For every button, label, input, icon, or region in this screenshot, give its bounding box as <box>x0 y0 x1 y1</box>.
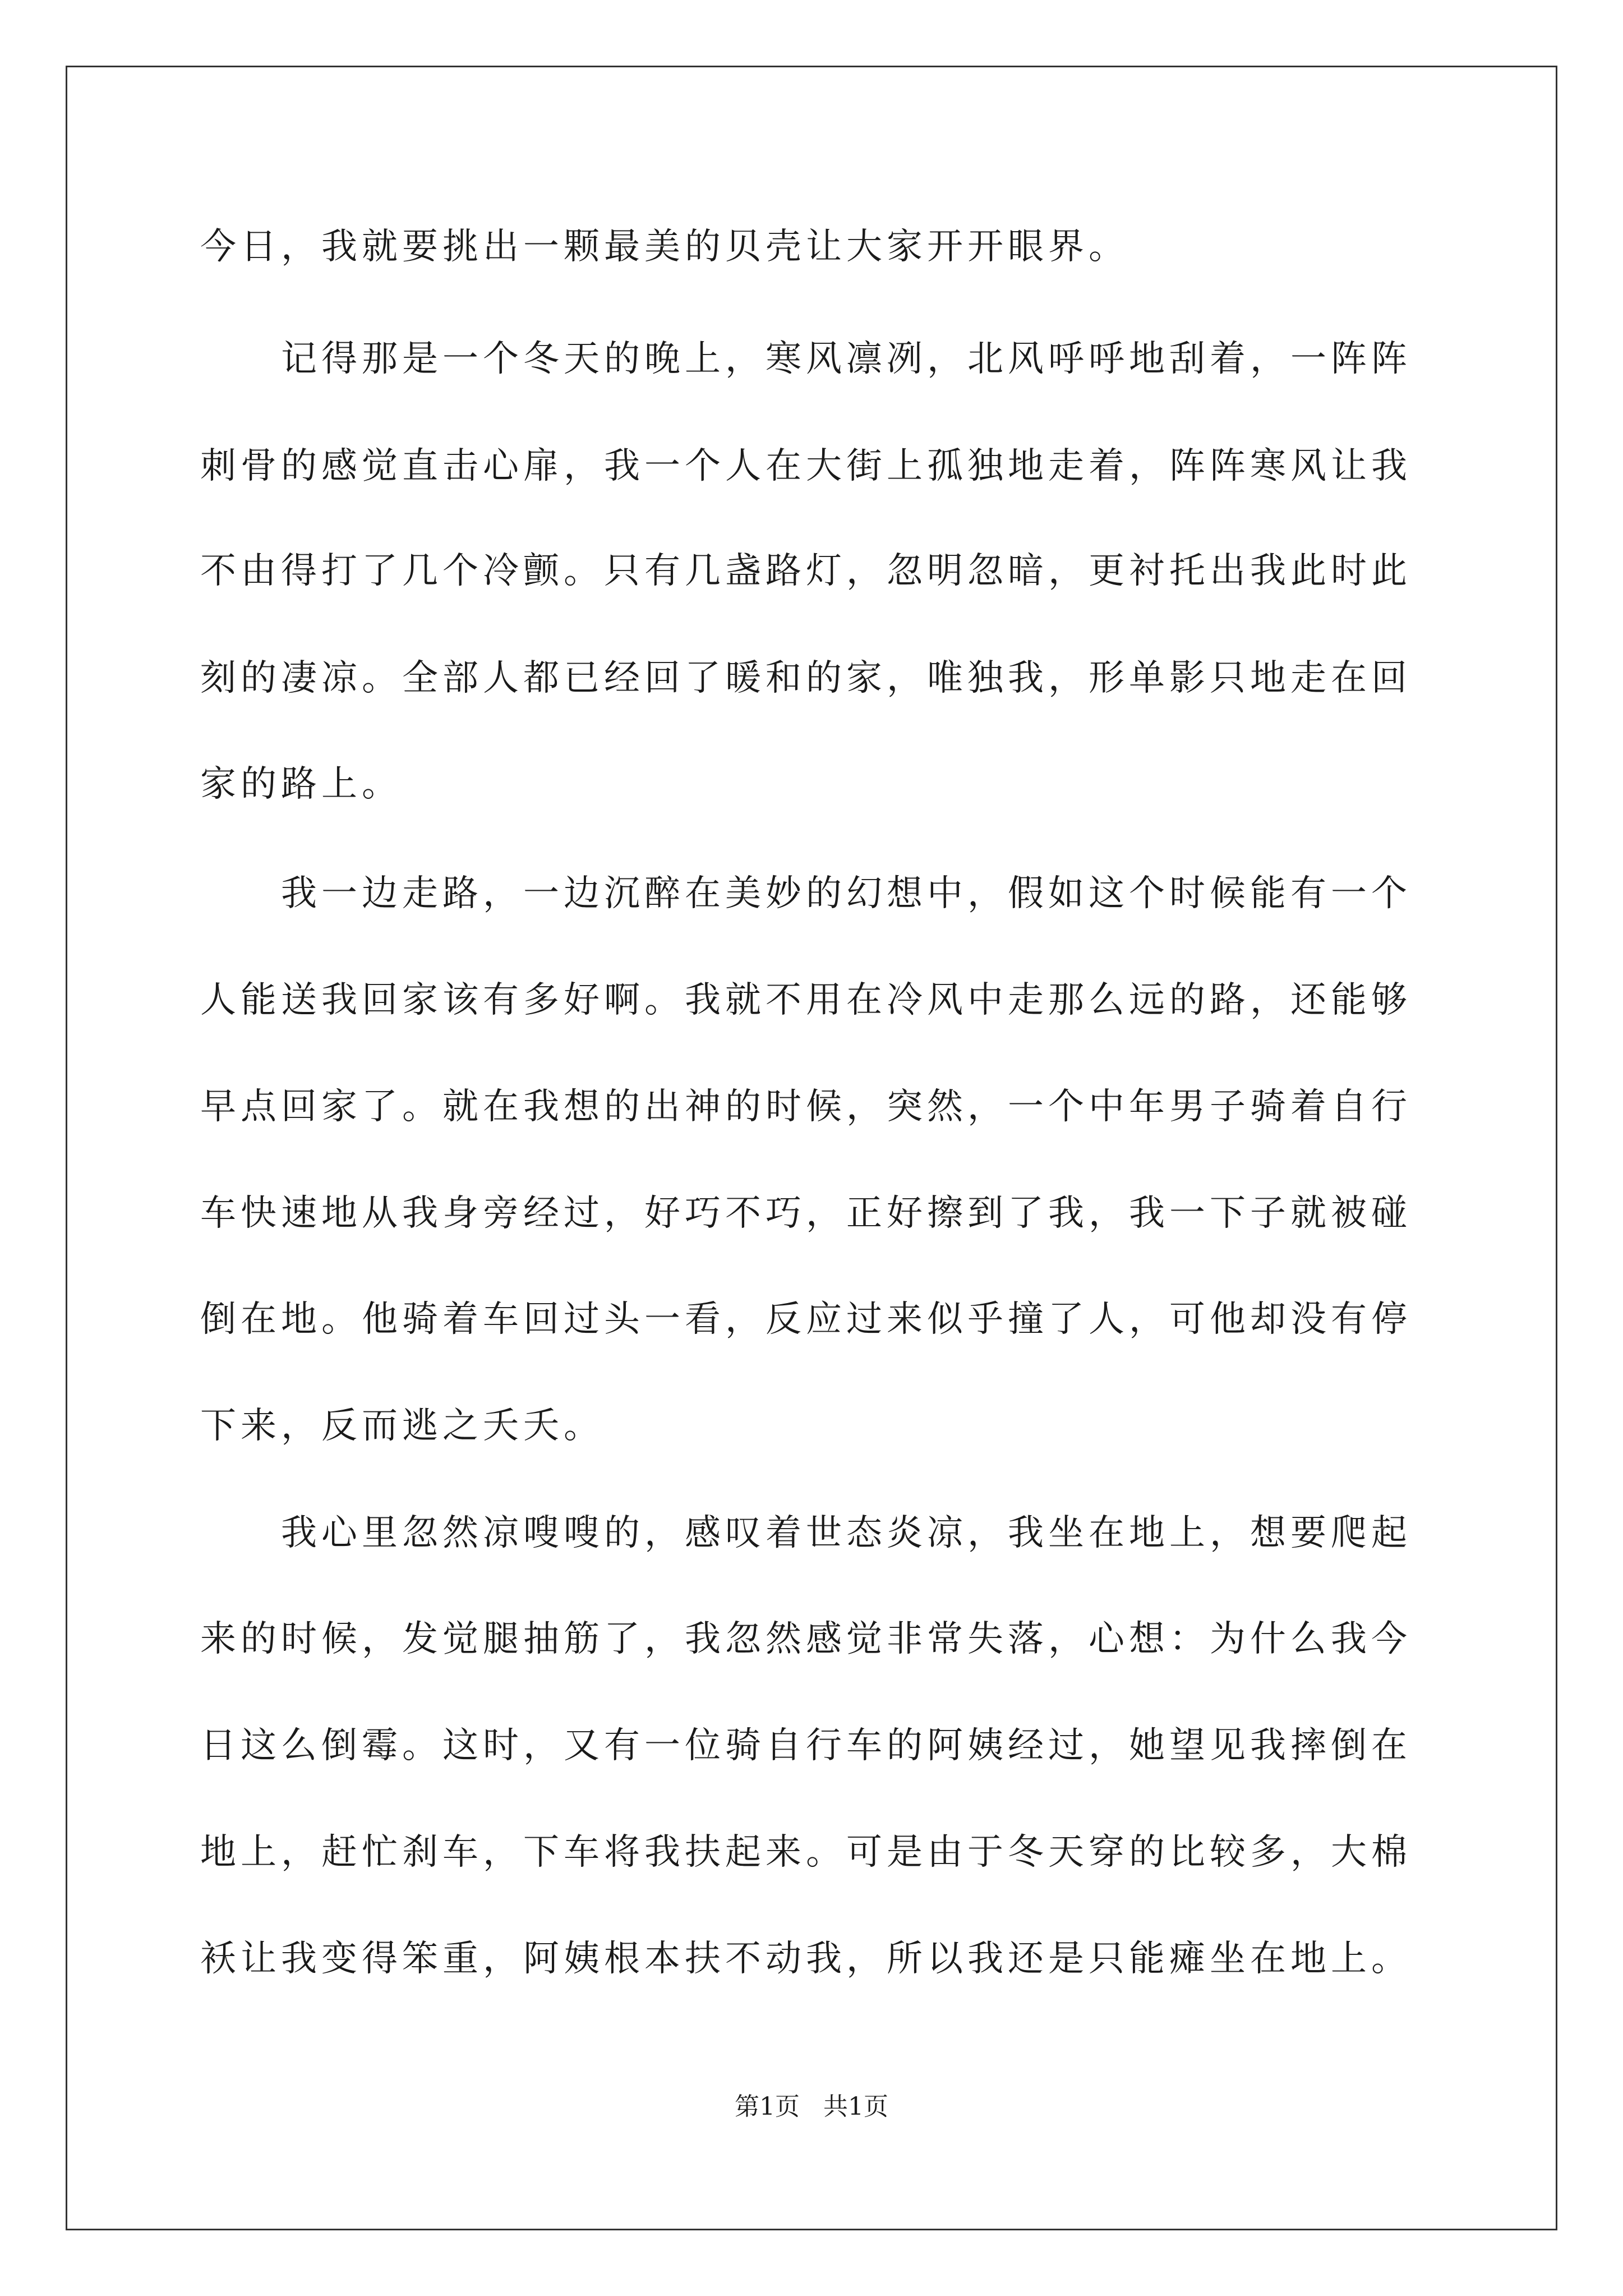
page-number: 第1页 <box>735 2092 800 2121</box>
page-total: 共1页 <box>823 2092 888 2121</box>
text-line: 家的路上。 <box>200 763 402 805</box>
text-line: 人能送我回家该有多好啊。我就不用在冷风中走那么远的路，还能够 <box>200 979 1412 1021</box>
text-line: 刻的凄凉。全部人都已经回了暖和的家，唯独我，形单影只地走在回 <box>200 657 1412 699</box>
text-line: 倒在地。他骑着车回过头一看，反应过来似乎撞了人，可他却没有停 <box>200 1299 1412 1340</box>
text-line: 我心里忽然凉嗖嗖的，感叹着世态炎凉，我坐在地上，想要爬起 <box>200 1512 1412 1554</box>
text-line: 记得那是一个冬天的晚上，寒风凛冽，北风呼呼地刮着，一阵阵 <box>200 338 1412 380</box>
text-line: 来的时候，发觉腿抽筋了，我忽然感觉非常失落，心想：为什么我今 <box>200 1618 1412 1660</box>
text-line: 日这么倒霉。这时，又有一位骑自行车的阿姨经过，她望见我摔倒在 <box>200 1725 1412 1766</box>
page-footer <box>0 2091 1623 2123</box>
text-line: 我一边走路，一边沉醉在美妙的幻想中，假如这个时候能有一个 <box>200 873 1412 914</box>
text-line: 地上，赶忙刹车，下车将我扶起来。可是由于冬天穿的比较多，大棉 <box>200 1832 1412 1873</box>
text-line: 今日，我就要挑出一颗最美的贝壳让大家开开眼界。 <box>200 226 1129 268</box>
text-line: 车快速地从我身旁经过，好巧不巧，正好擦到了我，我一下子就被碰 <box>200 1193 1412 1234</box>
text-line: 不由得打了几个冷颤。只有几盏路灯，忽明忽暗，更衬托出我此时此 <box>200 550 1412 592</box>
text-line: 袄让我变得笨重，阿姨根本扶不动我，所以我还是只能瘫坐在地上。 <box>200 1938 1412 1980</box>
text-line: 早点回家了。就在我想的出神的时候，突然，一个中年男子骑着自行 <box>200 1086 1412 1128</box>
text-line: 刺骨的感觉直击心扉，我一个人在大街上孤独地走着，阵阵寒风让我 <box>200 445 1412 487</box>
page-border <box>66 66 1557 2230</box>
text-line: 下来，反而逃之夭夭。 <box>200 1405 604 1447</box>
